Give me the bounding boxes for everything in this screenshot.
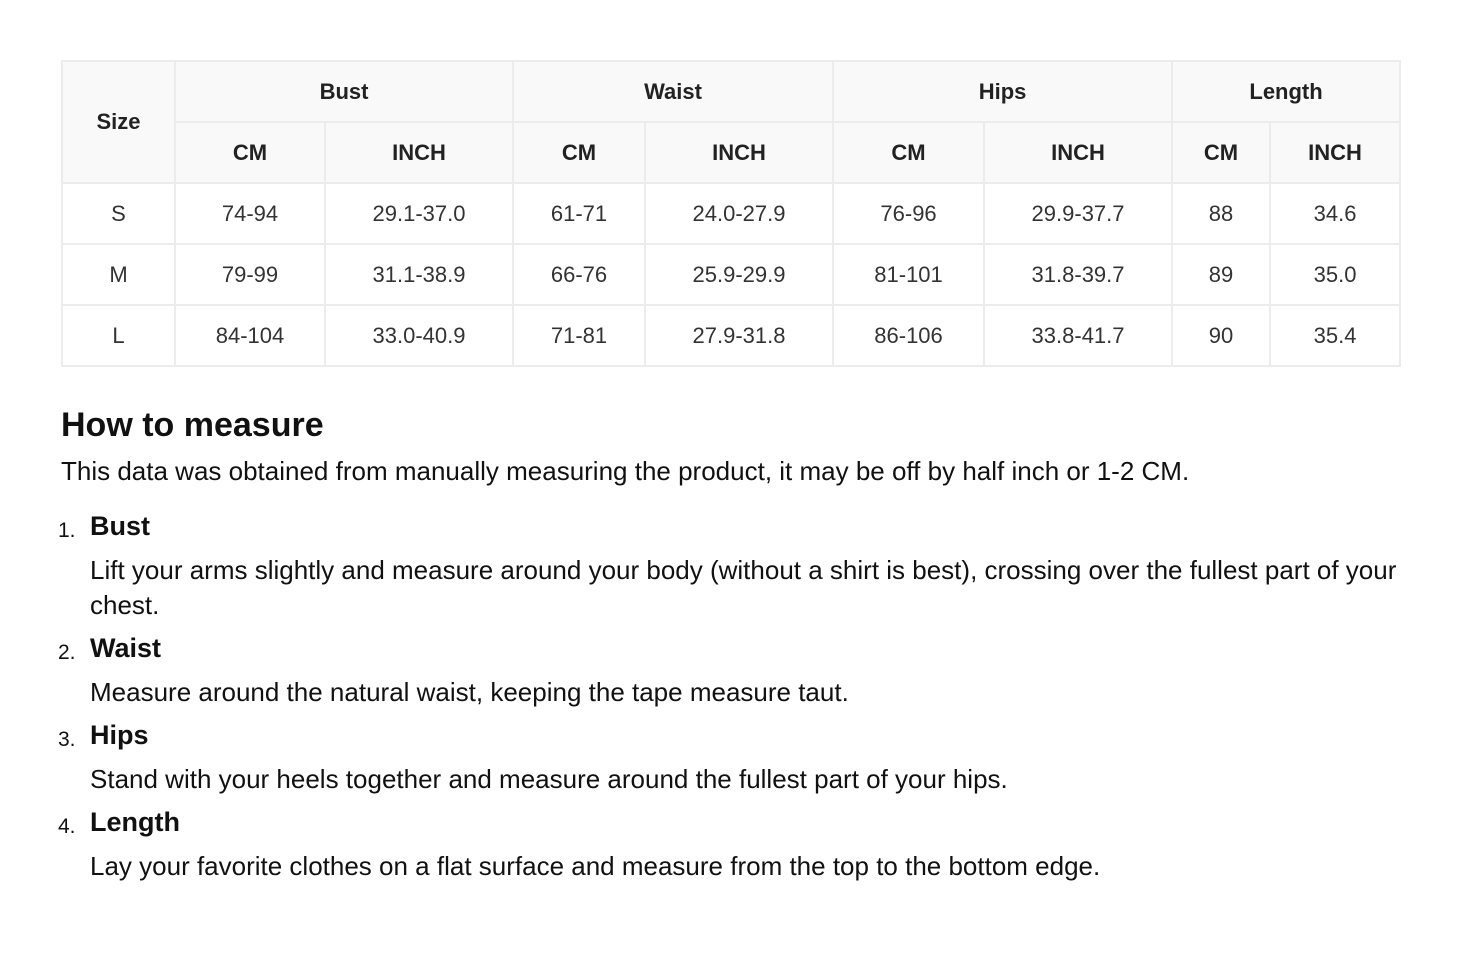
length-inch-cell: 34.6 (1270, 183, 1400, 244)
table-row (62, 183, 1400, 244)
waist-cm-cell: 71-81 (513, 305, 645, 366)
table-row (62, 244, 1400, 305)
bust-inch-header: INCH (325, 122, 513, 183)
step-title: Bust (90, 511, 150, 541)
waist-cm-cell: 61-71 (513, 183, 645, 244)
header-row-groups (62, 61, 1400, 122)
size-cell: L (62, 305, 175, 366)
list-item (58, 633, 1399, 710)
how-to-measure-title: How to measure (61, 406, 324, 444)
hips-inch-header: INCH (984, 122, 1172, 183)
size-column-header: Size (62, 61, 175, 183)
size-chart-table (61, 60, 1401, 367)
waist-group-header: Waist (513, 61, 833, 122)
hips-inch-cell: 33.8-41.7 (984, 305, 1172, 366)
hips-cm-header: CM (833, 122, 984, 183)
step-title: Waist (90, 633, 162, 663)
waist-inch-header: INCH (645, 122, 833, 183)
waist-inch-cell: 25.9-29.9 (645, 244, 833, 305)
bust-cm-cell: 84-104 (175, 305, 325, 366)
bust-inch-cell: 33.0-40.9 (325, 305, 513, 366)
list-item (58, 511, 1399, 623)
step-description: Lift your arms slightly and measure around your body (without a shirt is best), crossing over the fullest part of your chest. (90, 555, 1397, 620)
table-row (62, 305, 1400, 366)
step-description: Measure around the natural waist, keeping the tape measure taut. (90, 677, 849, 707)
waist-cm-cell: 66-76 (513, 244, 645, 305)
bust-cm-cell: 79-99 (175, 244, 325, 305)
length-group-header: Length (1172, 61, 1400, 122)
step-description: Stand with your heels together and measure around the fullest part of your hips. (90, 764, 1008, 794)
length-cm-cell: 89 (1172, 244, 1270, 305)
bust-inch-cell: 29.1-37.0 (325, 183, 513, 244)
bust-cm-cell: 74-94 (175, 183, 325, 244)
bust-inch-cell: 31.1-38.9 (325, 244, 513, 305)
waist-inch-cell: 27.9-31.8 (645, 305, 833, 366)
bust-group-header: Bust (175, 61, 513, 122)
bust-cm-header: CM (175, 122, 325, 183)
step-number: 1. (58, 519, 76, 542)
size-cell: M (62, 244, 175, 305)
measure-steps-list (58, 511, 1399, 884)
list-item (58, 720, 1399, 797)
waist-cm-header: CM (513, 122, 645, 183)
size-guide (58, 60, 1399, 894)
hips-cm-cell: 76-96 (833, 183, 984, 244)
step-description: Lay your favorite clothes on a flat surface and measure from the top to the bottom edge. (90, 851, 1101, 881)
hips-group-header: Hips (833, 61, 1172, 122)
length-cm-cell: 88 (1172, 183, 1270, 244)
length-inch-header: INCH (1270, 122, 1400, 183)
step-number: 3. (58, 728, 76, 751)
list-item (58, 807, 1399, 884)
waist-inch-cell: 24.0-27.9 (645, 183, 833, 244)
step-number: 2. (58, 641, 76, 664)
hips-inch-cell: 29.9-37.7 (984, 183, 1172, 244)
header-row-units (62, 122, 1400, 183)
size-cell: S (62, 183, 175, 244)
length-inch-cell: 35.0 (1270, 244, 1400, 305)
length-cm-header: CM (1172, 122, 1270, 183)
hips-cm-cell: 81-101 (833, 244, 984, 305)
hips-inch-cell: 31.8-39.7 (984, 244, 1172, 305)
hips-cm-cell: 86-106 (833, 305, 984, 366)
step-number: 4. (58, 815, 76, 838)
measure-intro-text: This data was obtained from manually measuring the product, it may be off by half inch or 1-2 CM. (61, 456, 1190, 486)
length-inch-cell: 35.4 (1270, 305, 1400, 366)
step-title: Length (90, 807, 180, 837)
step-title: Hips (90, 720, 149, 750)
length-cm-cell: 90 (1172, 305, 1270, 366)
